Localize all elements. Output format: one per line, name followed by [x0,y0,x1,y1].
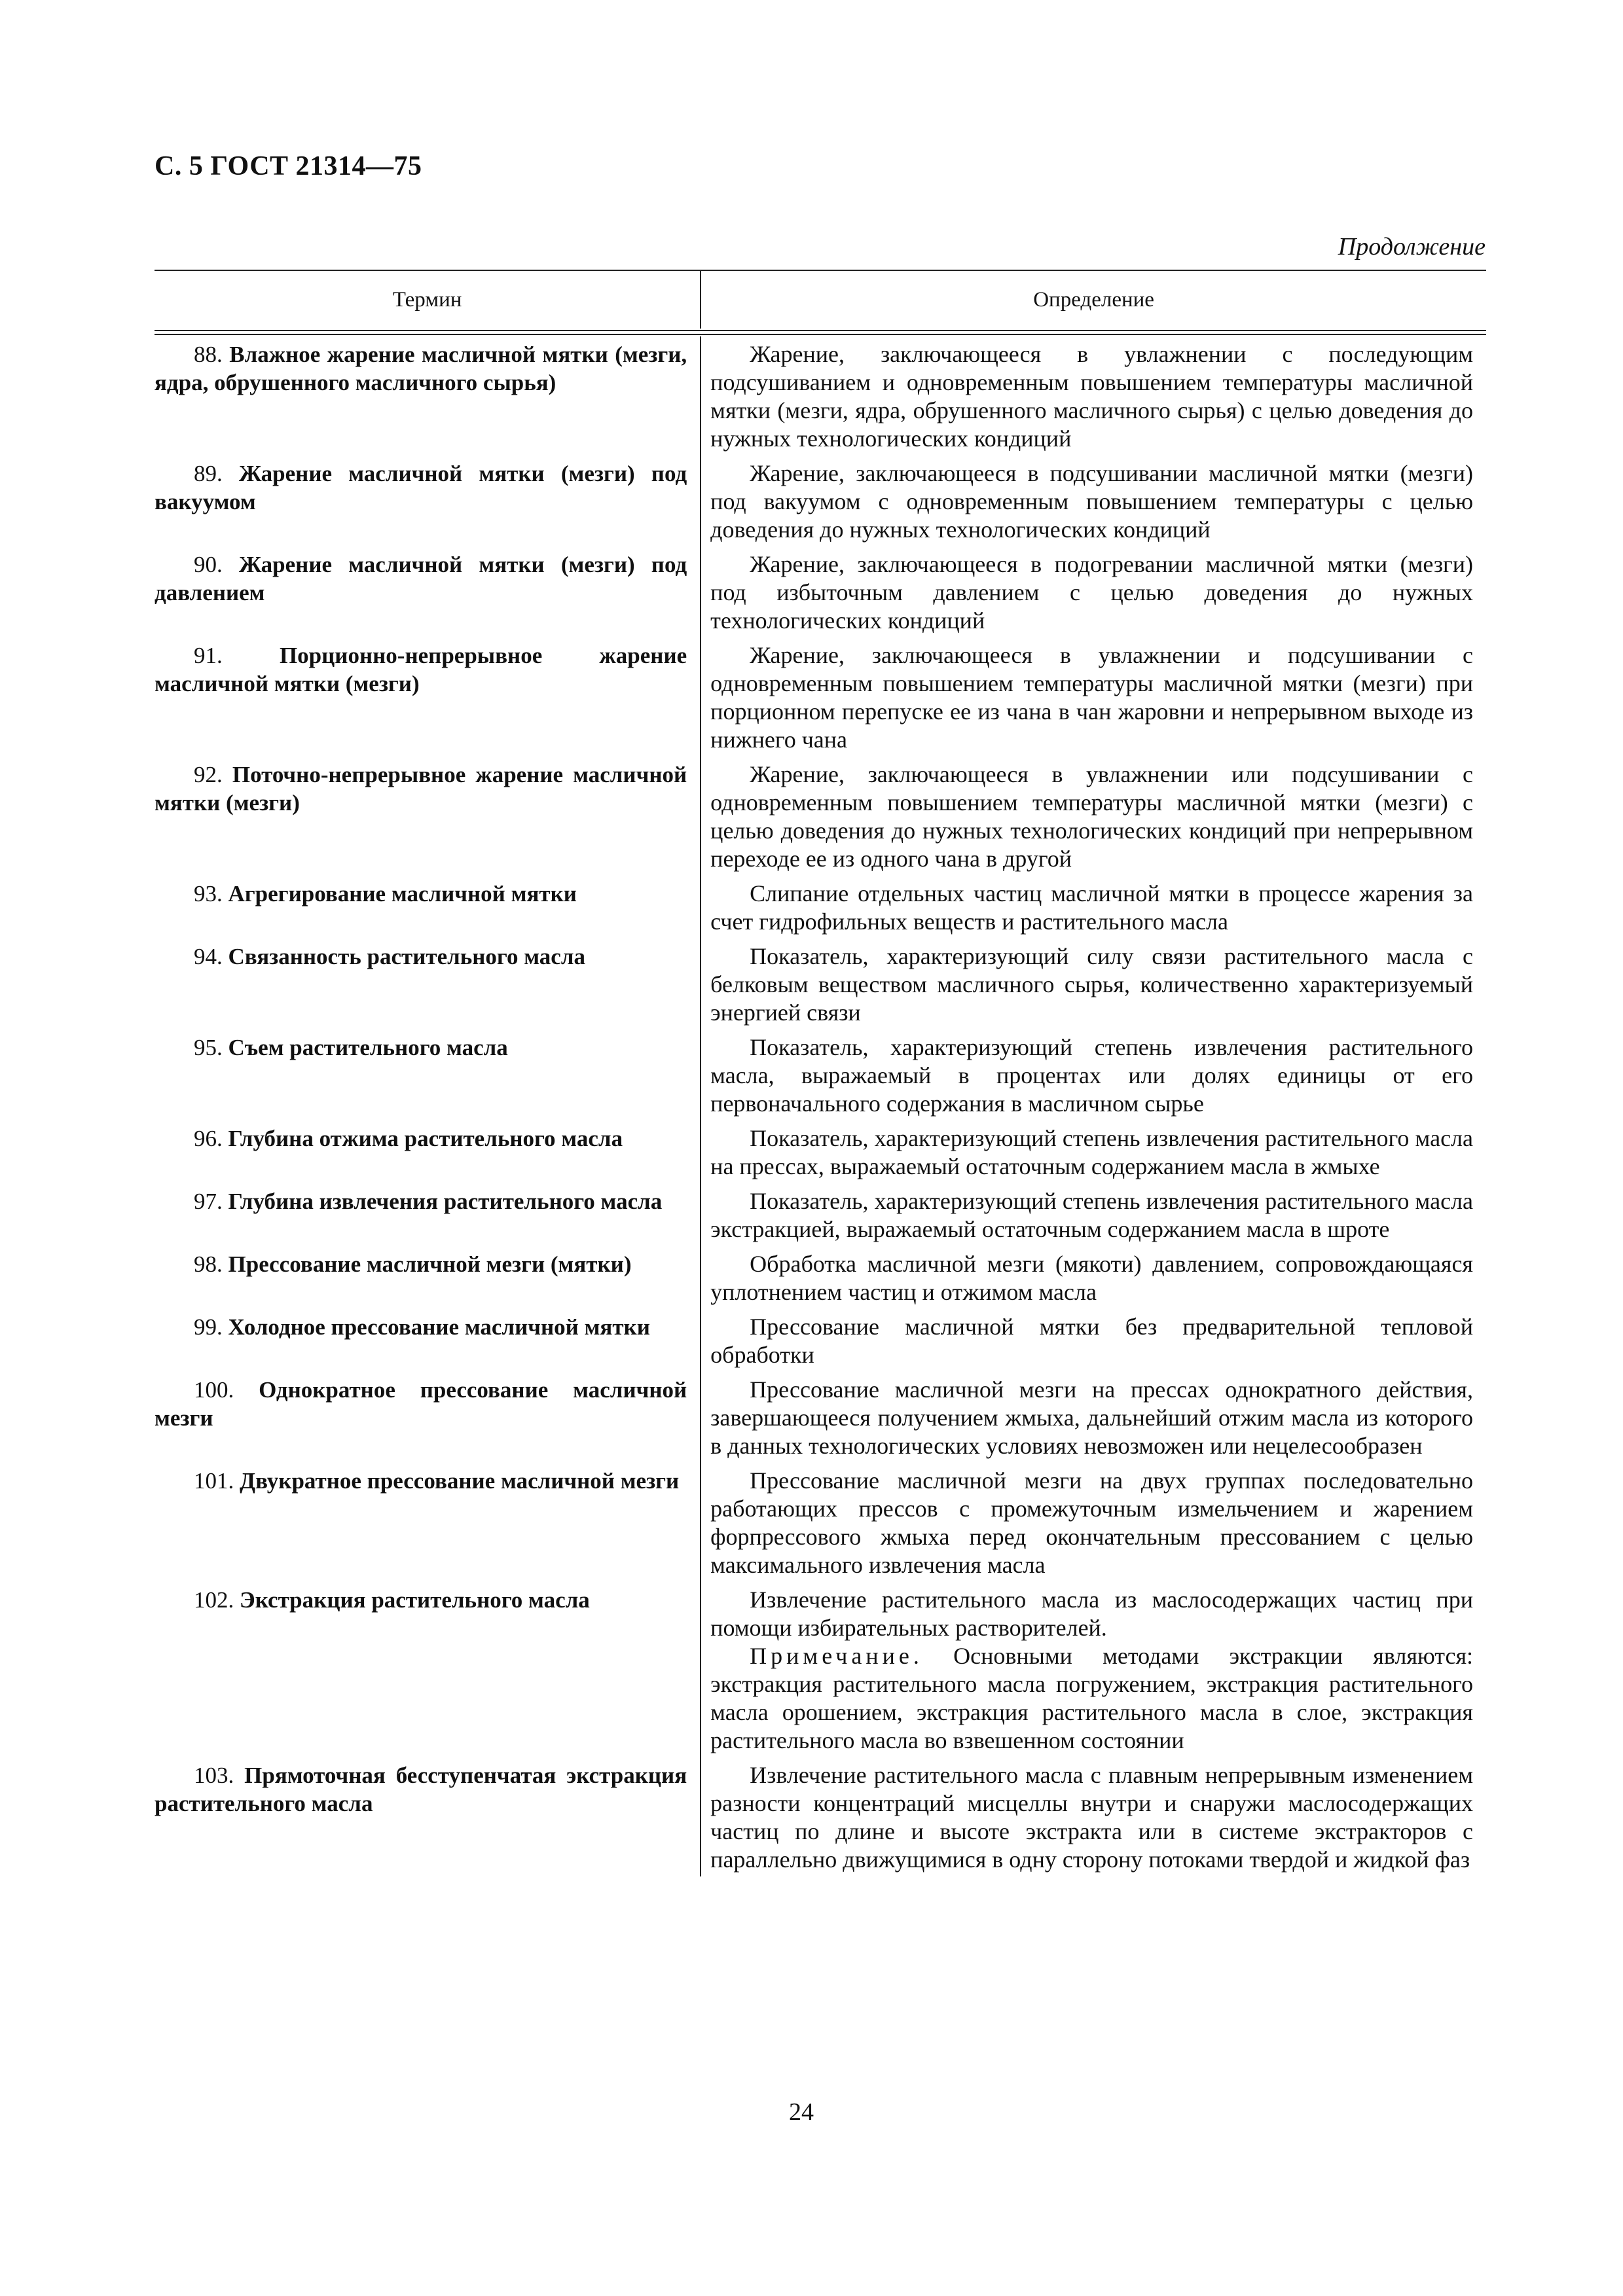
term-cell [155,876,700,939]
term-number: 94. [194,944,223,969]
page-header: С. 5 ГОСТ 21314—75 [155,151,422,181]
term-number: 92. [194,762,223,787]
definition-cell [700,1246,1486,1309]
term-number: 97. [194,1189,223,1214]
term-cell [155,1246,700,1309]
table-row [155,1121,1486,1183]
table-row [155,1757,1486,1876]
definition-cell [700,547,1486,637]
term-number: 101. [194,1468,234,1494]
table-row [155,1463,1486,1582]
note-text: Основными методами экстракции являются: экстракция растительного масла погружением, экстракция растительного масла орошением, экстракция растительного масла в слое, экстракция растительного масла во взвешенном состоянии [710,1643,1474,1753]
term-cell [155,1121,700,1183]
table-row [155,336,1486,456]
definition-text: Жарение, заключающееся в увлажнении с последующим подсушиванием и одновременным повышением температуры масличной мятки (мезги, ядра, обрушенного масличного сырья) с целью доведения до нужных технологических кондиций [710,341,1473,452]
term-text: Жарение масличной мятки (мезги) под вакуумом [155,461,687,514]
term-cell [155,1757,700,1876]
term-number: 88. [194,342,223,367]
definition-cell [700,1582,1486,1757]
note-label: Примечание. [750,1643,923,1669]
table-row [155,1183,1486,1246]
term-number: 103. [194,1763,234,1788]
table-header [155,270,1486,329]
term-cell [155,1372,700,1463]
term-number: 100. [194,1377,234,1403]
term-text: Холодное прессование масличной мятки [228,1314,650,1340]
definition-cell [700,637,1486,757]
definition-cell [700,1030,1486,1121]
term-number: 93. [194,881,223,906]
definition-cell [700,1121,1486,1183]
term-cell [155,1463,700,1582]
definition-cell [700,876,1486,939]
definition-text: Извлечение растительного масла из маслосодержащих частиц при помощи избирательных растворителей. [710,1587,1473,1641]
definition-text: Показатель, характеризующий степень извлечения растительного масла на прессах, выражаемый остаточным содержанием масла в жмыхе [710,1125,1473,1179]
definition-cell [700,456,1486,547]
definition-cell [700,939,1486,1030]
table-row [155,757,1486,876]
term-cell [155,547,700,637]
table-row [155,1372,1486,1463]
table-row [155,1030,1486,1121]
term-number: 96. [194,1126,223,1151]
table-row [155,456,1486,547]
term-text: Влажное жарение масличной мятки (мезги, ядра, обрушенного масличного сырья) [155,342,687,395]
table-row [155,876,1486,939]
column-header-term: Термин [392,287,462,312]
definition-cell [700,757,1486,876]
definition-text: Обработка масличной мезги (мякоти) давлением, сопровождающаяся уплотнением частиц и отжимом масла [710,1251,1473,1305]
term-text: Экстракция растительного масла [240,1587,590,1613]
term-text: Съем растительного масла [228,1035,508,1060]
definition-text: Прессование масличной мезги на прессах однократного действия, завершающееся получением жмыха, дальнейший отжим масла из которого в данных технологических условиях невозможен или нецелесообразен [710,1376,1473,1459]
term-number: 89. [194,461,223,486]
definition-text: Жарение, заключающееся в увлажнении или подсушивании с одновременным повышением температуры масличной мятки (мезги) с целью доведения до нужных технологических кондиций при непрерывном переходе ее из одного чана в другой [710,761,1473,872]
term-cell [155,939,700,1030]
term-cell [155,1582,700,1757]
definition-text: Жарение, заключающееся в подогревании масличной мятки (мезги) под избыточным давлением с целью доведения до нужных технологических кондиций [710,551,1473,634]
term-text: Связанность растительного масла [228,944,585,969]
term-cell [155,456,700,547]
table-body [155,336,1486,1876]
term-cell [155,757,700,876]
definition-text: Показатель, характеризующий степень извлечения растительного масла, выражаемый в процентах или долях единицы от его первоначального содержания в масличном сырье [710,1034,1473,1117]
table-row [155,1582,1486,1757]
term-text: Двукратное прессование масличной мезги [240,1468,680,1494]
term-text: Прессование масличной мезги (мятки) [228,1251,632,1277]
term-cell [155,637,700,757]
term-text: Глубина извлечения растительного масла [228,1189,663,1214]
term-text: Порционно-непрерывное жарение масличной мятки (мезги) [155,643,687,696]
table-row [155,1309,1486,1372]
term-cell [155,336,700,456]
term-text: Поточно-непрерывное жарение масличной мятки (мезги) [155,762,687,816]
term-number: 90. [194,552,223,577]
definition-text: Прессование масличной мятки без предварительной тепловой обработки [710,1314,1473,1368]
term-text: Агрегирование масличной мятки [228,881,577,906]
definition-text: Слипание отдельных частиц масличной мятки в процессе жарения за счет гидрофильных веществ и растительного масла [710,880,1473,935]
definition-cell [700,1309,1486,1372]
term-number: 99. [194,1314,223,1340]
term-cell [155,1030,700,1121]
note-paragraph [710,1642,1473,1755]
term-cell [155,1183,700,1246]
definition-cell [700,336,1486,456]
table-row [155,1246,1486,1309]
terms-table [155,270,1486,1876]
definition-cell [700,1372,1486,1463]
definition-text: Показатель, характеризующий степень извлечения растительного масла экстракцией, выражаемый остаточным содержанием масла в шроте [710,1188,1473,1242]
definition-text: Жарение, заключающееся в подсушивании масличной мятки (мезги) под вакуумом с одновременным повышением температуры с целью доведения до нужных технологических кондиций [710,460,1473,543]
table-row [155,637,1486,757]
definition-cell [700,1757,1486,1876]
definition-text: Извлечение растительного масла с плавным непрерывным изменением разности концентраций мисцеллы внутри и снаружи маслосодержащих частиц по длине и высоте экстракта или в системе экстракторов с параллельно движущимися в одну сторону потоками твердой и жидкой фаз [710,1762,1473,1873]
term-text: Однократное прессование масличной мезги [155,1377,687,1431]
definition-text: Прессование масличной мезги на двух группах последовательно работающих прессов с промежуточным измельчением и жарением форпрессового жмыха перед окончательным прессованием с целью максимального извлечения масла [710,1467,1473,1578]
term-number: 98. [194,1251,223,1277]
table-row [155,547,1486,637]
term-text: Жарение масличной мятки (мезги) под давлением [155,552,687,605]
term-number: 102. [194,1587,234,1613]
definition-text: Жарение, заключающееся в увлажнении и подсушивании с одновременным повышением температуры масличной мятки (мезги) при порционном перепуске ее из чана в чан жаровни и непрерывном выходе из нижнего чана [710,642,1473,753]
definition-cell [700,1463,1486,1582]
term-number: 91. [194,643,223,668]
definition-text: Показатель, характеризующий силу связи растительного масла с белковым веществом масличного сырья, количественно характеризуемый энергией связи [710,943,1473,1026]
continuation-label: Продолжение [1338,233,1486,260]
term-cell [155,1309,700,1372]
term-number: 95. [194,1035,223,1060]
table-row [155,939,1486,1030]
page-number: 24 [789,2098,814,2126]
column-header-definition: Определение [700,271,1486,329]
term-text: Прямоточная бесступенчатая экстракция растительного масла [155,1763,687,1816]
definition-cell [700,1183,1486,1246]
term-text: Глубина отжима растительного масла [228,1126,623,1151]
